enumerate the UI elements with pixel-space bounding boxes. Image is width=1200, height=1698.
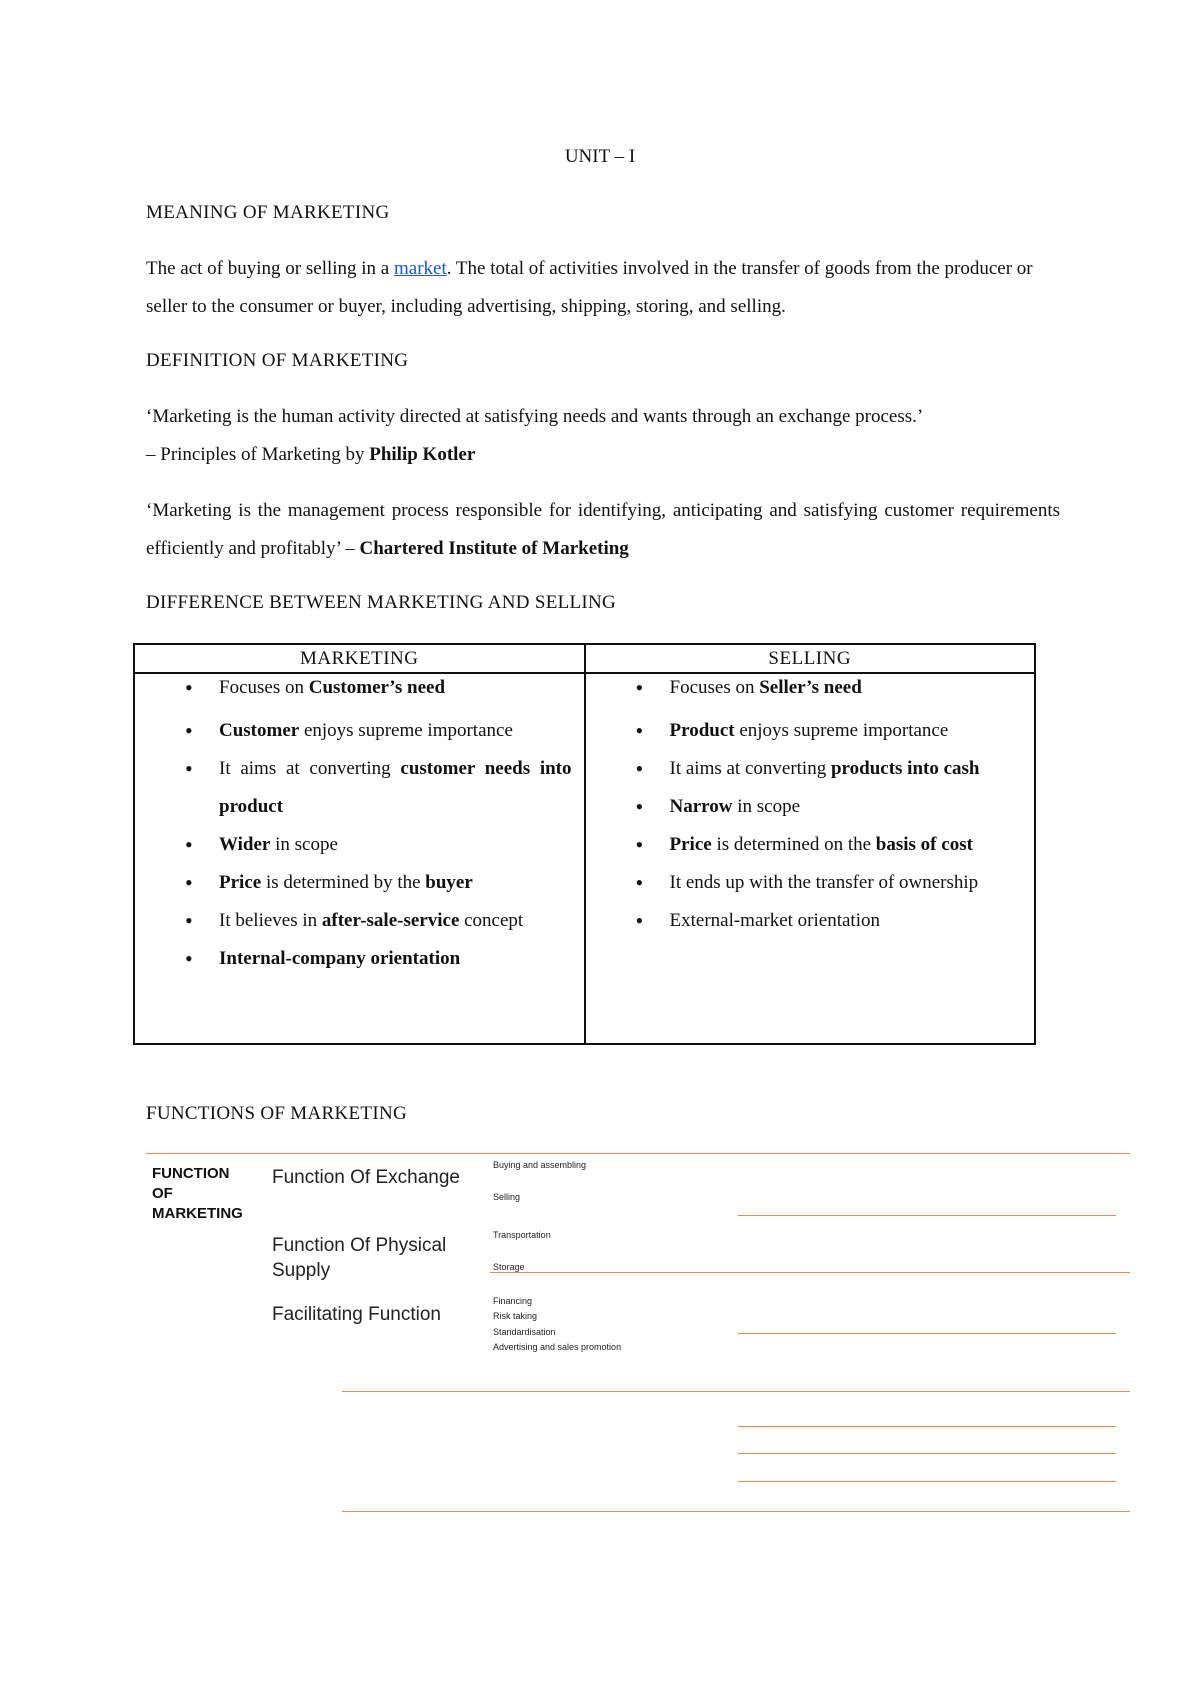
marketing-point: • Focuses on Customer’s need (135, 674, 584, 701)
definition-heading: DEFINITION OF MARKETING (146, 350, 409, 371)
kotler-source: – Principles of Marketing by (146, 444, 370, 465)
selling-column-header: SELLING (585, 644, 1036, 673)
function-category-exchange: Function Of Exchange (272, 1167, 460, 1188)
function-item: Financing (493, 1296, 533, 1306)
marketing-point: • It aims at converting customer needs into product (135, 750, 584, 826)
meaning-text-start: The act of buying or selling in a (146, 258, 394, 279)
function-item: Standardisation (493, 1327, 556, 1337)
market-link[interactable]: market (394, 258, 447, 279)
function-item: Selling (493, 1192, 521, 1202)
cim-author: Chartered Institute of Marketing (359, 538, 629, 559)
selling-point: • It ends up with the transfer of ownership (586, 864, 1035, 902)
marketing-point: • Internal-company orientation (135, 940, 584, 978)
diagram-line (490, 1272, 1130, 1273)
meaning-paragraph (146, 250, 1060, 326)
diagram-line (738, 1481, 1116, 1482)
definition-quote-cim (146, 492, 1060, 568)
meaning-text-end: . The total of activities involved in the transfer of goods from the producer or seller to the consumer or buyer, including advertising, shipping, storing, and selling. (146, 258, 1033, 317)
selling-point: • Price is determined on the basis of cost (586, 826, 1035, 864)
diagram-line (738, 1333, 1116, 1334)
function-item: Buying and assembling (493, 1160, 587, 1170)
diagram-line (738, 1453, 1116, 1454)
function-category-physical-supply: Function Of Physical Supply (272, 1235, 447, 1281)
function-item: Storage (493, 1262, 525, 1272)
diagram-line (738, 1426, 1116, 1427)
unit-title: UNIT – I (564, 146, 636, 167)
marketing-column-header: MARKETING (134, 644, 585, 673)
kotler-author: Philip Kotler (369, 444, 476, 465)
function-item: Advertising and sales promotion (493, 1342, 622, 1352)
marketing-point: • Customer enjoys supreme importance (135, 712, 584, 750)
marketing-point: • Price is determined by the buyer (135, 864, 584, 902)
selling-column (585, 673, 1036, 1044)
diagram-line (342, 1391, 1130, 1392)
selling-point: • Focuses on Seller’s need (586, 674, 1035, 701)
functions-root-label: FUNCTION OF MARKETING (152, 1165, 243, 1222)
selling-point: • It aims at converting products into cash (586, 750, 1035, 788)
diagram-line (738, 1215, 1116, 1216)
function-item: Risk taking (493, 1311, 538, 1321)
function-category-facilitating: Facilitating Function (272, 1304, 441, 1325)
difference-heading: DIFFERENCE BETWEEN MARKETING AND SELLING (146, 592, 617, 613)
selling-point: • Narrow in scope (586, 788, 1035, 826)
functions-heading: FUNCTIONS OF MARKETING (146, 1103, 408, 1124)
definition-quote-kotler (146, 398, 1060, 474)
diagram-line (342, 1511, 1130, 1512)
selling-point: • Product enjoys supreme importance (586, 712, 1035, 750)
selling-point: • External-market orientation (586, 902, 1035, 940)
marketing-column (134, 673, 585, 1044)
diagram-line (146, 1153, 1130, 1154)
marketing-point: • Wider in scope (135, 826, 584, 864)
marketing-point: • It believes in after-sale-service concept (135, 902, 584, 940)
meaning-heading: MEANING OF MARKETING (146, 202, 390, 223)
marketing-vs-selling-table (133, 643, 1036, 1045)
cim-quote: ‘Marketing is the management process responsible for identifying, anticipating and satisfying customer requirements efficiently and profitably’ – (146, 500, 1060, 559)
kotler-quote: ‘Marketing is the human activity directed at satisfying needs and wants through an exchange process.’ (146, 406, 924, 427)
function-item: Transportation (493, 1230, 551, 1240)
